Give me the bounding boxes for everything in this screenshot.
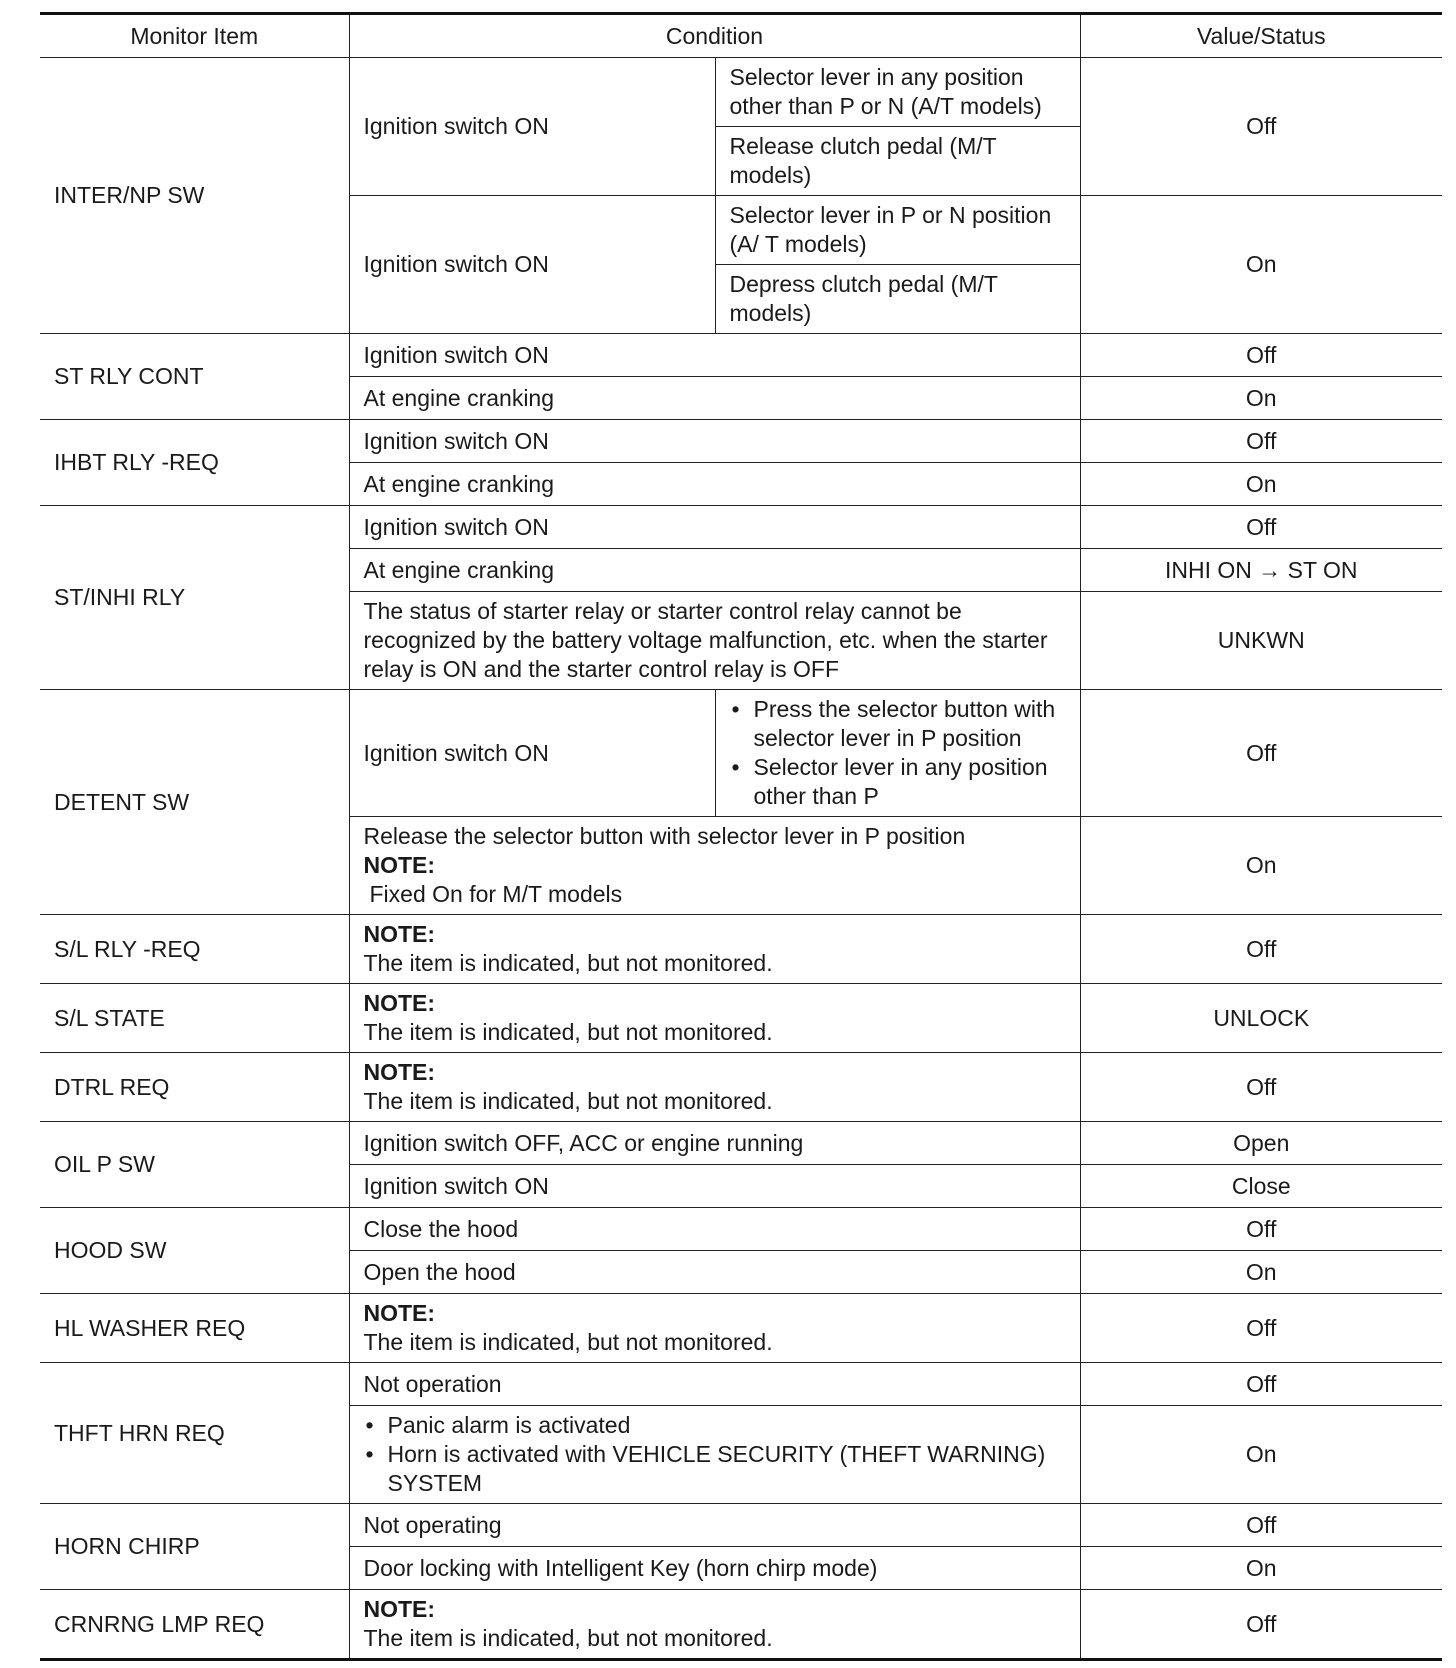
value-cell: Open	[1080, 1122, 1442, 1165]
table-row	[40, 690, 1442, 817]
condition-cell: Door locking with Intelligent Key (horn chirp mode)	[349, 1547, 1080, 1590]
value-cell: Off	[1080, 1053, 1442, 1122]
note-text: The item is indicated, but not monitored.	[363, 1088, 773, 1114]
list-item: • Press the selector button with selector lever in P position	[730, 695, 1066, 753]
condition-cell: At engine cranking	[349, 463, 1080, 506]
condition-cell: Ignition switch ON	[349, 690, 715, 817]
table-row	[40, 1122, 1442, 1165]
value-cell: Off	[1080, 1504, 1442, 1547]
list-item: • Selector lever in any position other than P	[730, 753, 1066, 811]
value-cell: Off	[1080, 506, 1442, 549]
value-cell: Off	[1080, 1363, 1442, 1406]
table-row	[40, 1053, 1442, 1122]
monitor-item: DETENT SW	[40, 690, 349, 915]
condition-cell: Ignition switch OFF, ACC or engine running	[349, 1122, 1080, 1165]
condition-cell: Open the hood	[349, 1251, 1080, 1294]
condition-cell	[349, 915, 1080, 984]
value-cell: On	[1080, 1547, 1442, 1590]
condition-cell: Close the hood	[349, 1208, 1080, 1251]
note-label: NOTE:	[363, 921, 436, 947]
monitor-item: HL WASHER REQ	[40, 1294, 349, 1363]
value-cell: Off	[1080, 690, 1442, 817]
value-cell: Off	[1080, 915, 1442, 984]
condition-cell	[349, 1590, 1080, 1660]
header-value-status: Value/Status	[1080, 14, 1442, 58]
value-cell: Off	[1080, 334, 1442, 377]
note-text: The item is indicated, but not monitored.	[363, 1019, 773, 1045]
note-text: The item is indicated, but not monitored.	[363, 1625, 773, 1651]
value-cell: On	[1080, 817, 1442, 915]
sub-condition-cell: Selector lever in P or N position (A/ T models)	[715, 196, 1080, 265]
value-cell: UNLOCK	[1080, 984, 1442, 1053]
sub-condition-cell: Release clutch pedal (M/T models)	[715, 127, 1080, 196]
value-cell: On	[1080, 1251, 1442, 1294]
condition-cell: The status of starter relay or starter control relay cannot be recognized by the battery voltage malfunction, etc. when the starter relay is ON and the starter control relay is OFF	[349, 592, 1080, 690]
table-row	[40, 420, 1442, 463]
monitor-item: ST RLY CONT	[40, 334, 349, 420]
monitor-item: DTRL REQ	[40, 1053, 349, 1122]
condition-cell	[349, 1053, 1080, 1122]
header-condition: Condition	[349, 14, 1080, 58]
monitor-item: S/L STATE	[40, 984, 349, 1053]
table-header-row	[40, 14, 1442, 58]
monitor-item: S/L RLY -REQ	[40, 915, 349, 984]
condition-text: Release the selector button with selector lever in P position	[363, 823, 966, 849]
note-text: The item is indicated, but not monitored.	[363, 1329, 773, 1355]
monitor-item: HOOD SW	[40, 1208, 349, 1294]
condition-cell: At engine cranking	[349, 377, 1080, 420]
condition-cell: Ignition switch ON	[349, 196, 715, 334]
condition-cell	[349, 1406, 1080, 1504]
bullet-list	[730, 695, 1066, 811]
condition-cell: Not operation	[349, 1363, 1080, 1406]
value-cell: INHI ON → ST ON	[1080, 549, 1442, 592]
table-row	[40, 1208, 1442, 1251]
value-cell: UNKWN	[1080, 592, 1442, 690]
condition-cell	[349, 984, 1080, 1053]
condition-cell	[349, 1294, 1080, 1363]
table-row	[40, 334, 1442, 377]
note-text: The item is indicated, but not monitored.	[363, 950, 773, 976]
value-cell: Close	[1080, 1165, 1442, 1208]
note-label: NOTE:	[363, 990, 436, 1016]
table-row	[40, 915, 1442, 984]
condition-cell	[349, 817, 1080, 915]
condition-cell: Ignition switch ON	[349, 334, 1080, 377]
monitor-item: INTER/NP SW	[40, 58, 349, 334]
monitor-table	[40, 12, 1442, 1661]
monitor-item: OIL P SW	[40, 1122, 349, 1208]
document-page	[40, 12, 1442, 1661]
condition-cell: Ignition switch ON	[349, 58, 715, 196]
table-row	[40, 1294, 1442, 1363]
value-cell: On	[1080, 196, 1442, 334]
note-label: NOTE:	[363, 852, 436, 878]
condition-cell: Ignition switch ON	[349, 506, 1080, 549]
condition-cell: Not operating	[349, 1504, 1080, 1547]
condition-cell: Ignition switch ON	[349, 420, 1080, 463]
table-row	[40, 1363, 1442, 1406]
value-cell: Off	[1080, 1294, 1442, 1363]
table-row	[40, 58, 1442, 127]
monitor-item: CRNRNG LMP REQ	[40, 1590, 349, 1660]
value-cell: Off	[1080, 420, 1442, 463]
sub-condition-cell	[715, 690, 1080, 817]
value-cell: Off	[1080, 58, 1442, 196]
bullet-list	[364, 1411, 1070, 1498]
list-item: • Horn is activated with VEHICLE SECURITY (THEFT WARNING) SYSTEM	[364, 1440, 1070, 1498]
value-cell: Off	[1080, 1590, 1442, 1660]
header-monitor-item: Monitor Item	[40, 14, 349, 58]
table-row	[40, 1504, 1442, 1547]
monitor-item: HORN CHIRP	[40, 1504, 349, 1590]
note-label: NOTE:	[363, 1300, 436, 1326]
condition-cell: Ignition switch ON	[349, 1165, 1080, 1208]
sub-condition-cell: Selector lever in any position other than P or N (A/T models)	[715, 58, 1080, 127]
monitor-item: THFT HRN REQ	[40, 1363, 349, 1504]
condition-cell: At engine cranking	[349, 549, 1080, 592]
table-row	[40, 984, 1442, 1053]
note-label: NOTE:	[363, 1059, 436, 1085]
table-row	[40, 1590, 1442, 1660]
sub-condition-cell: Depress clutch pedal (M/T models)	[715, 265, 1080, 334]
monitor-item: ST/INHI RLY	[40, 506, 349, 690]
value-cell: On	[1080, 463, 1442, 506]
list-item: • Panic alarm is activated	[364, 1411, 1070, 1440]
value-cell: Off	[1080, 1208, 1442, 1251]
table-row	[40, 506, 1442, 549]
monitor-item: IHBT RLY -REQ	[40, 420, 349, 506]
note-text: Fixed On for M/T models	[369, 881, 623, 907]
value-cell: On	[1080, 1406, 1442, 1504]
note-label: NOTE:	[363, 1596, 436, 1622]
value-cell: On	[1080, 377, 1442, 420]
